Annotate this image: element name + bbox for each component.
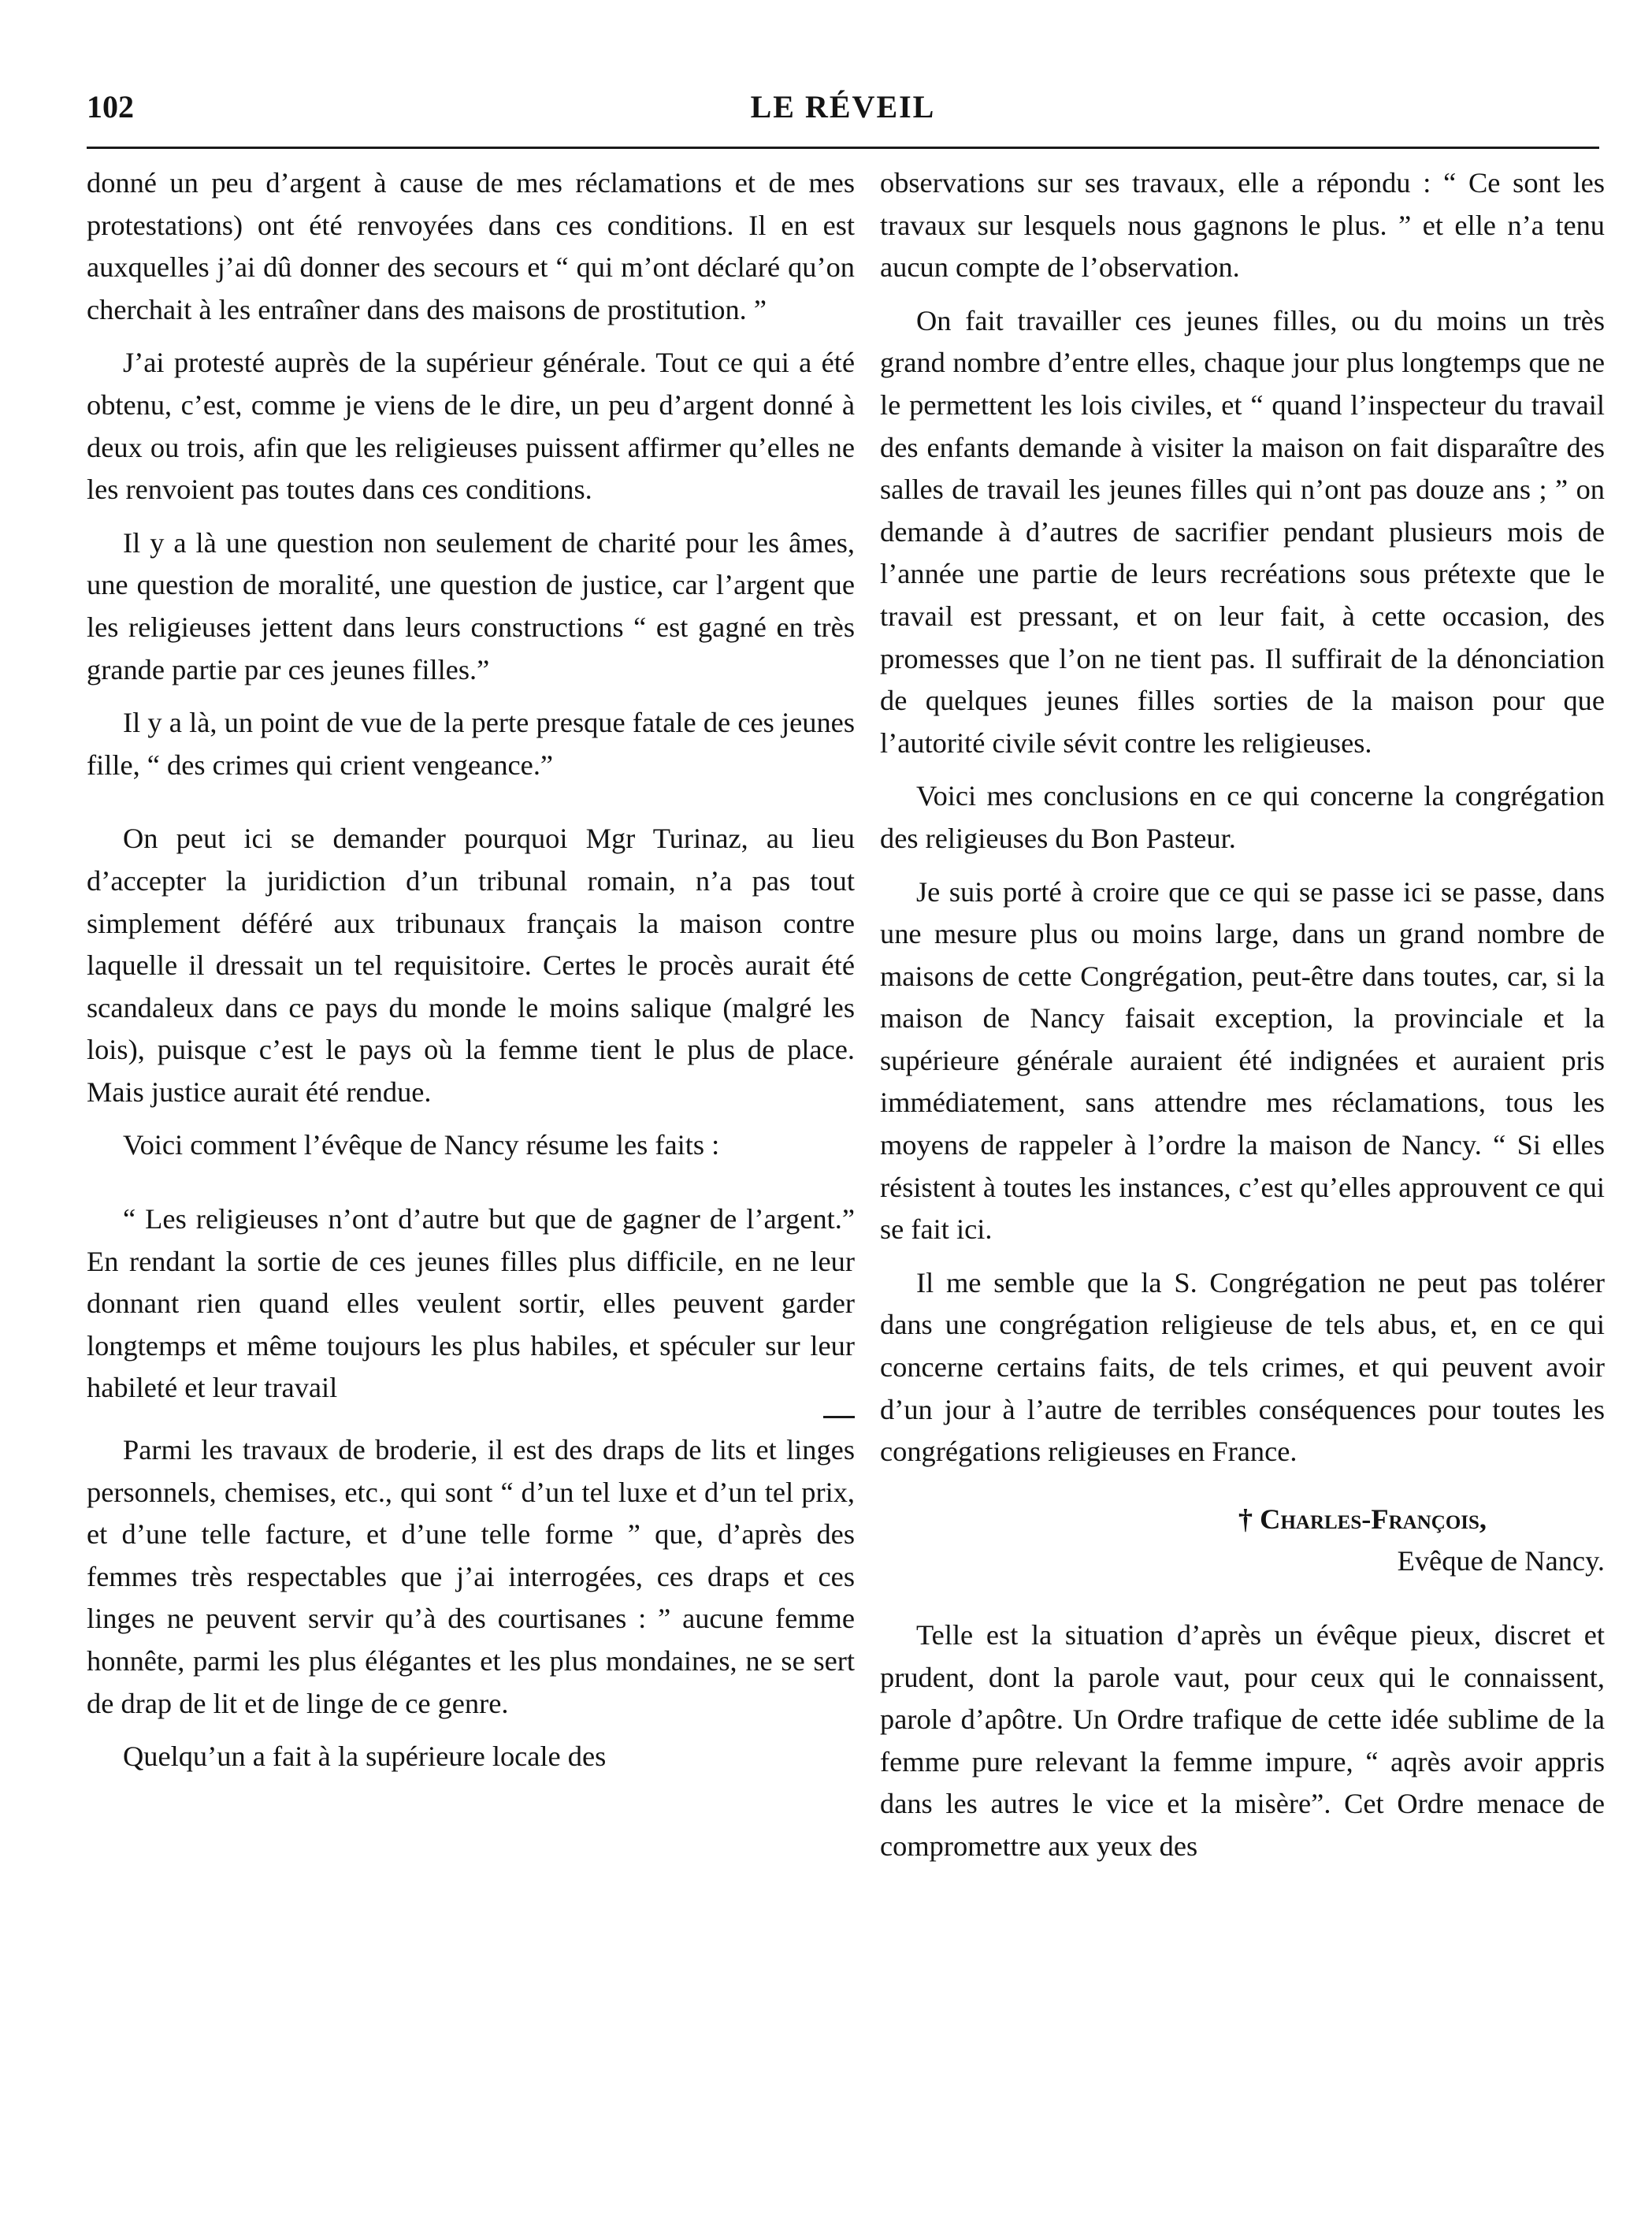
signature-name: † Charles-François, — [1238, 1503, 1487, 1535]
page-header — [87, 88, 1599, 136]
paragraph: On peut ici se demander pourquoi Mgr Turinaz, au lieu d’accepter la juridiction d’un tribunal romain, n’a pas tout simplement déféré aux tribunaux français la maison contre laquelle il dressait un tel requisitoire. Certes le procès aurait été scandaleux dans ce pays du monde le moins salique (malgré les lois), puisque c’est le pays où la femme tient le plus de place. Mais justice aurait été rendue. — [87, 823, 855, 1108]
paragraph: “ Les religieuses n’ont d’autre but que de gagner de l’argent.” En rendant la sortie de ces jeunes filles plus difficile, en ne leur donnant rien quand elles veulent sortir, elles peuvent garder longtemps et même toujours les plus habiles, et spéculer sur leur habileté et leur travail — [87, 1203, 855, 1404]
paragraph: donné un peu d’argent à cause de mes réclamations et de mes protestations) ont été renvoyées dans ces conditions. Il en est auxquelles j’ai dû donner des secours et “ qui m’ont déclaré qu’on cherchait à les entraîner dans des maisons de prostitution. ” — [87, 167, 855, 325]
page-number: 102 — [87, 89, 134, 124]
paragraph: Parmi les travaux de broderie, il est des draps de lits et linges personnels, chemises, etc., qui sont “ d’un tel luxe et d’un tel prix, et d’une telle facture, et d’une telle forme ” que, d’après des femmes très respectables que j’ai interrogées, ces draps et ces linges ne peuvent servir qu’à des courtisanes : ” aucune femme honnête, parmi les plus élégantes et les plus mondaines, ne se sert de drap de lit et de linge de ce genre. — [87, 1434, 855, 1719]
signature-title: Evêque de Nancy. — [1397, 1545, 1605, 1577]
right-column — [880, 162, 1605, 2203]
paragraph: J’ai protesté auprès de la supérieur générale. Tout ce qui a été obtenu, c’est, comme je viens de le dire, un peu d’argent donné à deux ou trois, afin que les religieuses puissent affirmer qu’elles ne les renvoient pas toutes dans ces conditions. — [87, 347, 855, 506]
paragraph: Il y a là, un point de vue de la perte presque fatale de ces jeunes fille, “ des crimes qui crient vengeance.” — [87, 707, 855, 781]
left-column — [87, 162, 855, 2203]
paragraph: observations sur ses travaux, elle a répondu : “ Ce sont les travaux sur lesquels nous gagnons le plus. ” et elle n’a tenu aucun compte de l’observation. — [880, 167, 1605, 284]
paragraph: Quelqu’un a fait à la supérieure locale des — [123, 1740, 607, 1773]
paragraph: On fait travailler ces jeunes filles, ou du moins un très grand nombre d’entre elles, chaque jour plus longtemps que ne le permettent les lois civiles, et “ quand l’inspecteur du travail des enfants demande à visiter la maison on fait disparaître des salles de travail les jeunes filles qui n’ont pas douze ans ; ” on demande à d’autres de sacrifier pendant plusieurs mois de l’année une partie de leurs recréations sous prétexte que le travail est pressant, et on leur fait, à cette occasion, des promesses que l’on ne tient pas. Il suffirait de la dénonciation de quelques jeunes filles sorties de la maison pour que l’autorité civile sévit contre les religieuses. — [880, 304, 1605, 759]
signature-block — [880, 1499, 1605, 1583]
column-rule — [823, 1416, 855, 1418]
paragraph: Voici mes conclusions en ce qui concerne la congrégation des religieuses du Bon Pasteur. — [880, 780, 1605, 854]
running-title: LE RÉVEIL — [750, 89, 936, 124]
paragraph: Il me semble que la S. Congrégation ne peut pas tolérer dans une congrégation religieuse de tels abus, et, en ce qui concerne certains faits, de tels crimes, et qui peuvent avoir d’un jour à l’autre de terribles conséquences pour toutes les congrégations religieuses en France. — [880, 1266, 1605, 1468]
paragraph: Je suis porté à croire que ce qui se passe ici se passe, dans une mesure plus ou moins large, dans un grand nombre de maisons de cette Congrégation, peut-être dans toutes, car, si la maison de Nancy faisait exception, la provinciale et la supérieure générale auraient été indignées et auraient pris immédiatement, sans attendre mes réclamations, tous les moyens de rappeler à l’ordre la maison de Nancy. “ Si elles résistent à toutes les instances, c’est qu’elles approuvent ce qui se fait ici. — [880, 875, 1605, 1246]
paragraph: Telle est la situation d’après un évêque pieux, discret et prudent, dont la parole vaut, pour ceux qui le connaissent, parole d’apôtre. Un Ordre trafique de cette idée sublime de la femme pure relevant la femme impure, “ aqrès avoir appris dans les autres le vice et la misère”. Cet Ordre menace de compromettre aux yeux des — [880, 1619, 1605, 1862]
header-rule — [87, 147, 1599, 149]
paragraph: Voici comment l’évêque de Nancy résume les faits : — [123, 1129, 720, 1161]
paragraph: Il y a là une question non seulement de charité pour les âmes, une question de moralité, une question de justice, car l’argent que les religieuses jettent dans leurs constructions “ est gagné en très grande partie par ces jeunes filles.” — [87, 526, 855, 685]
